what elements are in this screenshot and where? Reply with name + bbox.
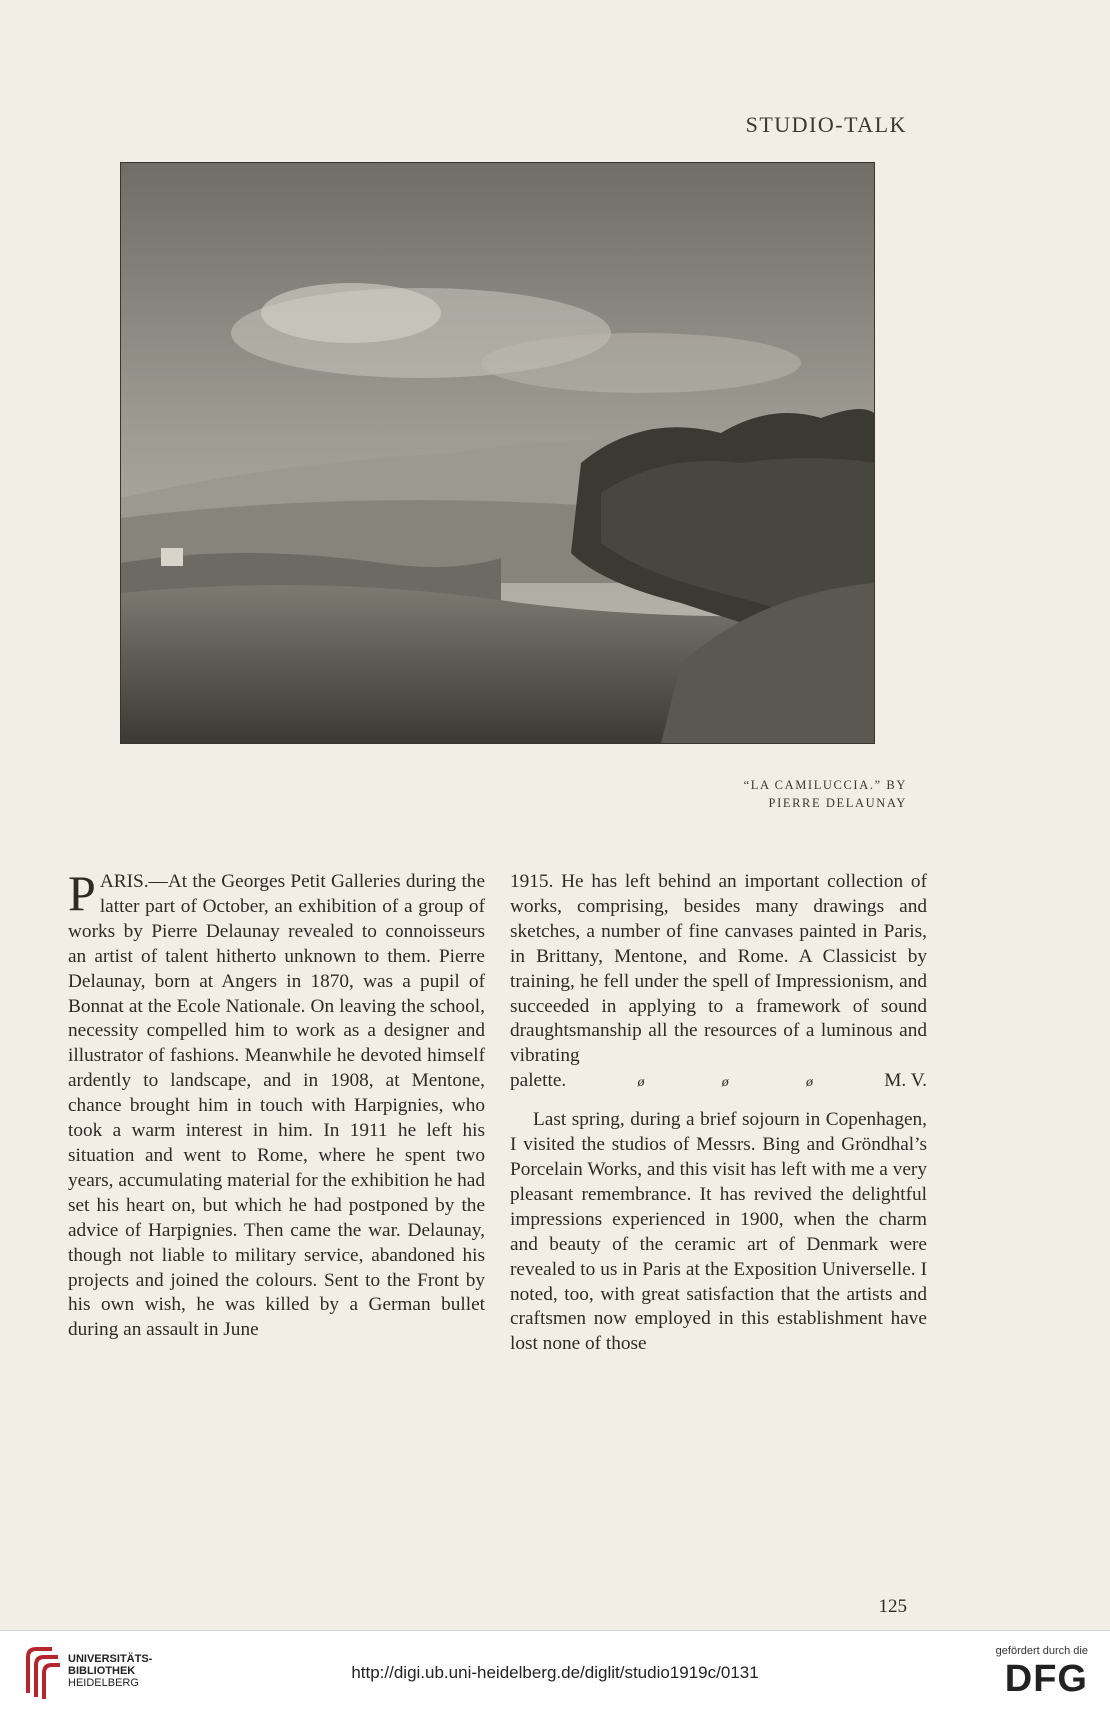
landscape-painting-image bbox=[121, 163, 874, 743]
funded-by-label: gefördert durch die bbox=[995, 1645, 1088, 1657]
caption-line-2: PIERRE DELAUNAY bbox=[768, 796, 907, 810]
caption-line-1: “LA CAMILUCCIA.” BY bbox=[743, 778, 907, 792]
library-name-line-2: BIBLIOTHEK bbox=[68, 1665, 136, 1677]
plate-caption bbox=[607, 776, 907, 812]
running-head: STUDIO-TALK bbox=[745, 112, 907, 137]
signature-word: palette. bbox=[510, 1070, 567, 1092]
delaunay-continuation-paragraph: 1915. He has left behind an important collection of works, comprising, besides many drawings and sketches, a number of fine canvases painted in Paris, in Brittany, Mentone, and Rome. A Classicist by training, he fell under the spell of Impressionism, and succeeded in applying to a framework of sound draughtsmanship all the resources of a luminous and vibrating bbox=[510, 871, 927, 1067]
drop-cap: P bbox=[68, 865, 96, 921]
library-name-line-1: UNIVERSITÄTS- bbox=[68, 1653, 153, 1665]
dfg-logo: DFG bbox=[1004, 1658, 1088, 1700]
copenhagen-paragraph: Last spring, during a brief sojourn in Copenhagen, I visited the studios of Messrs. Bing and Gröndhal’s Porcelain Works, and this visit has left with me a very pleasant remembrance. It has revived the delightful impressions experienced in 1900, when the charm and beauty of the ceramic art of Denmark were revealed to us in Paris at the Exposition Universelle. I noted, too, with great satisfaction that the artists and craftsmen now employed in this establishment have lost none of those bbox=[510, 1109, 927, 1355]
ornament-icon: ø bbox=[806, 1075, 814, 1091]
funder-credit bbox=[996, 1645, 1088, 1699]
ornament-icon: ø bbox=[721, 1075, 729, 1091]
permalink-url[interactable]: http://digi.ub.uni-heidelberg.de/diglit/studio1919c/0131 bbox=[351, 1663, 759, 1682]
right-column bbox=[510, 870, 927, 1357]
signature-line bbox=[510, 1069, 927, 1096]
ornament-icon: ø bbox=[637, 1075, 645, 1091]
painting-plate bbox=[120, 162, 875, 744]
signature-author: M. V. bbox=[884, 1070, 927, 1092]
page-number: 125 bbox=[878, 1596, 907, 1617]
left-column bbox=[68, 865, 485, 1343]
paris-paragraph-text: ARIS.—At the Georges Petit Galleries during the latter part of October, an exhibition of a group of works by Pierre Delaunay revealed to connoisseurs an artist of talent hitherto unknown to them. Pierre Delaunay, born at Angers in 1870, was a pupil of Bonnat at the Ecole Nationale. On leaving the school, necessity compelled him to work as a designer and illustrator of fashions. Meanwhile he devoted himself ardently to landscape, and in 1908, at Mentone, chance brought him in touch with Harpignies, who took a warm interest in him. In 1911 he left his situation and went to Rome, where he spent two years, accumulating material for the exhibition he had set his heart on, but which he had postponed by the advice of Harpignies. Then came the war. Delaunay, though not liable to military service, abandoned his projects and joined the colours. Sent to the Front by his own wish, he was killed by a German bullet during an assault in June bbox=[68, 871, 485, 1341]
library-name-line-3: HEIDELBERG bbox=[68, 1677, 139, 1689]
digital-library-footer bbox=[0, 1630, 1110, 1718]
paris-paragraph bbox=[68, 865, 485, 1343]
